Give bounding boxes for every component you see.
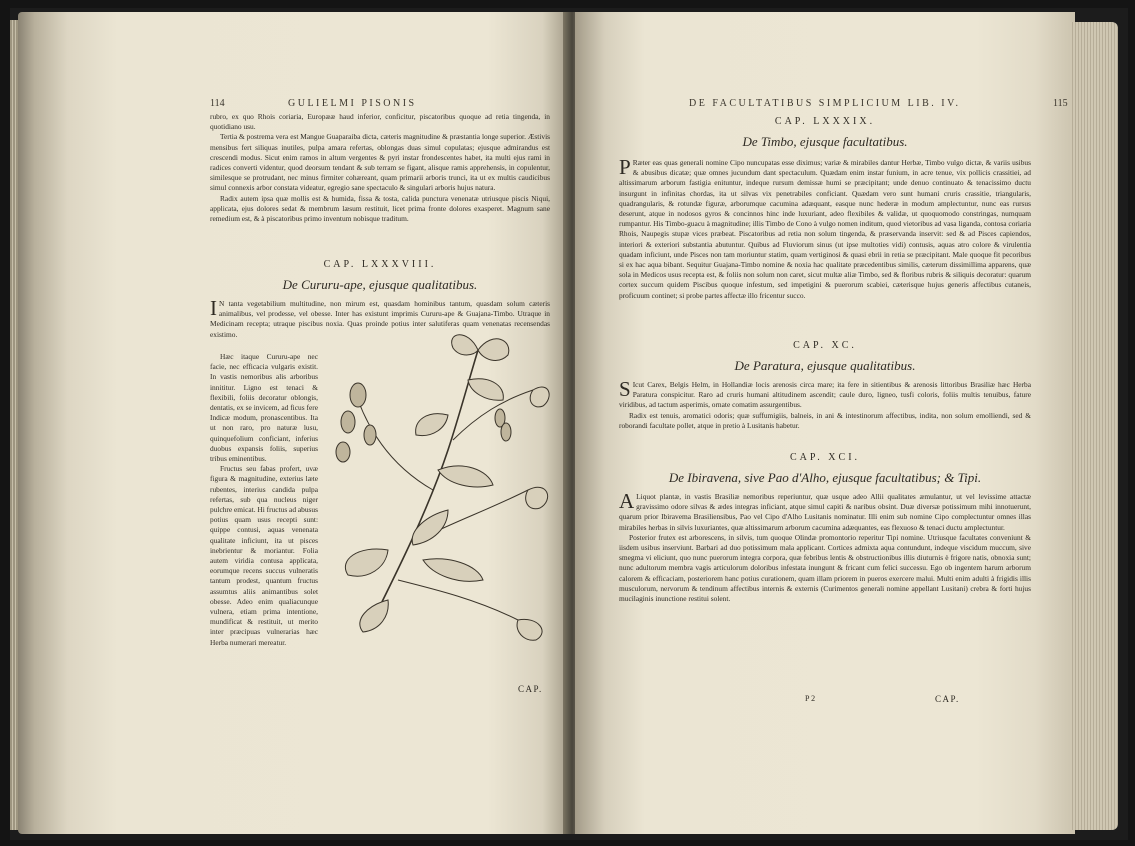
cururu-ape-engraving (328, 320, 556, 650)
left-top-text (210, 112, 550, 224)
dropcap-i: I (210, 296, 217, 320)
para-tertia: Tertia & postrema vera est Mangue Guaparaiba dicta, cæteris magnitudine & præstantia longe superior. Æstivis mensibus fert siliquas inutiles, pulpa amara refertas, oblongas duas simul copulatas; ejusque admirandus est crescendi modus. Sicut enim ramos in altum vergentes & pyri instar frondescentes habet, ita multi ejus rami in radices converti videntur, quod deorsum tendant & sub terram se figant, alisque ramis apprehensis, in copulentur, similesque se protrudant, nec minus firmiter cohæreant, quam primarii arboris trunci, ita ut ex multis caudicibus simul connexis arbor constata videatur, egregio sane spectaculo & singulari arboris hujus natura. (210, 132, 550, 193)
right-chapter-title-2: De Paratura, ejusque qualitatibus. (734, 358, 916, 373)
dropcap-s: S (619, 377, 631, 401)
left-running-head: GULIELMI PISONIS (288, 98, 417, 109)
right-page-edges (1070, 22, 1118, 830)
cururu-text-2: Hæc itaque Cururu-ape nec facie, nec efficacia vulgaris existit. In vastis nemoribus alis arboribus innititur. Ligno est tenaci & flexibili, foliis decoratur oblongis, dentatis, ex se invicem, ad ficus fere Indicæ modum, pronascentibus. Ita ut non raro, pro naturæ lusu, quinquefolium conficiant, inferius duobus expansis foliis, superius tribus eminentibus. (210, 352, 318, 464)
right-page (575, 12, 1075, 834)
timbo-body: Ræter eas quas generali nomine Cipo nuncupatas esse diximus; variæ & mirabiles dantur Herbæ, Timbo vulgo dictæ, & variis usibus & abusibus dicatæ; quæ omnes jucundum dant spectaculum. Quædam enim instar funium, in acre tenue, vix pollicis crassitiei, ad altissimarum arborum fastigia enituntur, indeque rursum demissæ humi se præcipitant; unde denuo continuato & tenacissimo ductu insurgunt in infinitas chordas, ita ut silvas vix penetrabiles conficiant. Quædam vero sunt humani cruris crassitie, triangularis, quadrangularis, & rotundæ figuræ, arborumque cacumina adæquant, easque nunc hederæ in modum amplectuntur, nunc eas rursus deserunt, atque in nodosos gyros & concinnos hinc inde luxuriant, adeo flexibiles & validæ, ut quoquomodo constringas, numquam rumpantur. His Timbo-guacu à magnitudine; illis Timbo de Cono à vulgo nomen inditum, quod vietoribus ad vasa liganda, contosa coriaria Rhois, Naupegis stupæ vices præbeat. Piscatoribus ad retia non solum tingenda, & præservanda inservit: sed & ad Pisces capiendos, interiori & exteriori substantia abutuntur. Quibus ad Fluviorum sinus (ut ipse multoties vidi) contusis, aquas atro colore & virulentia quadam inficiunt, unde Pisces non tam moriuntur statim, quam vertiginosi & quasi ebrii in retia se præcipitant. Male quoque fit pecoribus si ex hac aqua bibant. Sequitur Guajana-Timbo nomine & noxia hac qualitate præcedentibus similis, cæterum dissimillima apparens, quæ sola in Medicos usus recepta est, & foliis non solum non caret, sicut multæ aliæ Timbo, sed & floribus rubris & siliquis decoratur: quarum cortex succum quidem Piscibus quoque infestum, sed impetigini & puerorum scabiei, cæterisque hujus generis affectibus cutaneis, proficuum continet; si probe partes affectæ illo fricentur succo. (619, 158, 1031, 300)
dropcap-p: P (619, 155, 631, 179)
left-chapter-title: De Cururu-ape, ejusque qualitatibus. (282, 277, 478, 292)
ibiravena-text (619, 489, 1031, 604)
right-chapter-title-3: De Ibiravena, sive Pao d'Alho, ejusque facultatibus; & Tipi. (668, 470, 982, 485)
left-page (18, 12, 570, 834)
left-chapter-label: CAP. LXXXVIII. (323, 259, 437, 270)
paratura-body: Icut Carex, Belgis Helm, in Hollandiæ locis arenosis circa mare; ita fere in sitientibus & arenosis littoribus Brasiliæ hæc Herba Paratura conspicitur. Raro ad cruris humani altitudinem ascendit; caule duro, ligneo, tusfi coloris, foliis multis tenuibus, fature viridibus, ad tactum asperimis, ornate comatim assurgentibus. (619, 380, 1031, 410)
right-chapter-label-3: CAP. XCI. (789, 452, 861, 463)
right-chapter-label-2: CAP. XC. (793, 340, 857, 351)
ibiravena-body-2: Posterior frutex est arborescens, in silvis, tum quoque Olindæ promontorio reperitur Tipi nomine. Utriusque facultates conveniunt & iisdem usibus inserviunt. Barbari ad duo potissimum mala applicant. Cortices admixta aqua contundunt, indeque viscidum muccum, sive smegma vi eliciunt, quo nunc puerorum integra corpora, quæ febribus lentis & obstructionibus illis diuturnis è frigore natis, obnoxia sunt; nunc adultorum membra vagis articulorum doloribus infestata inungunt & fricant cum felici successu. Ego ob ingentem harum arborum calorem & efficaciam, posteriorem hanc potius curationem, quam illam priorem in pueros exercere malui. Multi enim adulti à frigidis illis musculorum, nervorum & tendinum affectibus internis & externis (Curimentos generali nomine appellant Lusitani) crebra & forti hujus mucilaginis inunctione restitui solent. (619, 532, 1031, 604)
right-running-head: DE FACULTATIBUS SIMPLICIUM LIB. IV. (689, 98, 961, 109)
ibiravena-body: Liquot plantæ, in vastis Brasiliæ nemoribus reperiuntur, quæ usque adeo Allii qualitates æmulantur, ut vel levissime attactæ gravissimo odore silvas & ædes integras inficiant, atque simul capiti & naribus obsint. Duæ diversæ potissimum mihi innotuerunt, quarum prior Ibiravema Brasiliensibus, Pao vel Cipo d'Alho Lusitanis nominatur. Illi enim sub nomine Cipo complectuntur omnes illas mirabiles herbas in silvis luxuriantes, quæ altissimarum arborum cacumina adæquantes, eas flexuoso & tenaci ductu amplectuntur. (619, 492, 1031, 532)
right-chapter-label-1: CAP. LXXXIX. (774, 116, 876, 127)
right-catchword: CAP. (935, 694, 960, 704)
signature-mark: P 2 (805, 694, 816, 703)
right-page-number: 115 (1053, 98, 1068, 109)
open-book (10, 8, 1128, 840)
para-radix: Radix autem ipsa quæ mollis est & humida, fissa & tosta, calida punctura venenatæ utriusque piscis Niqui, applicata, ejus dolores sedat & membrum læsum restituit, licet prima fronte dolores exasperet. Magnum sane remedium est, & à piscatoribus primo inventum nobisque traditum. (210, 193, 550, 224)
timbo-text (619, 155, 1031, 301)
para-intro: rubro, ex quo Rhois coriaria, Europææ haud inferior, conficitur, piscatoribus quoque ad retia tingenda, in quotidiano usu. (210, 112, 550, 132)
paratura-text (619, 377, 1031, 431)
paratura-body-2: Radix est tenuis, aromatici odoris; quæ suffumigiis, balneis, in ani & intestinorum affectibus, indita, non solum emolliendi, sed & roborandi facultate pollet, atque in pretio à Lusitanis habetur. (619, 410, 1031, 430)
left-page-number: 114 (210, 98, 225, 109)
right-chapter-title-1: De Timbo, ejusque facultatibus. (742, 134, 908, 149)
cururu-text-1: N tanta vegetabilium multitudine, non mirum est, quasdam hominibus tantum, quasdam solum cæteris animalibus, vel prodesse, vel obesse. Inter has existunt imprimis Cururu-ape & Guajana-Timbo. Utraque in Medicinam recepta; utraque piscibus noxia. Quas proinde potius inter salutiferas quam venenatas recensendas existimo. (210, 299, 550, 339)
cururu-narrow-column (210, 352, 318, 648)
dropcap-a: A (619, 489, 635, 513)
left-catchword: CAP. (518, 684, 543, 694)
cururu-text-3: Fructus seu fabas profert, uvæ figura & magnitudine, exterius læte rubentes, interius candida pulpa refertas, sub qua nucleus niger pulchre emicat. Hi fructus ad abusus potius quam usus recepti sunt: quippe contusi, aquas venenata qualitate inficiunt, ita ut pisces inebrientur & moriantur. Folia autem viridia contusa applicata, eorumque recens succus vulneratis tantum prodest, quantum fructus assumtus aliis animantibus solet obesse. Adeo enim qualiacunque vulnera, etiam prima intentione, mundificat & restituit, ut merito inter præcipuas vulnerarias hæc Herba numerari mereatur. (210, 464, 318, 647)
